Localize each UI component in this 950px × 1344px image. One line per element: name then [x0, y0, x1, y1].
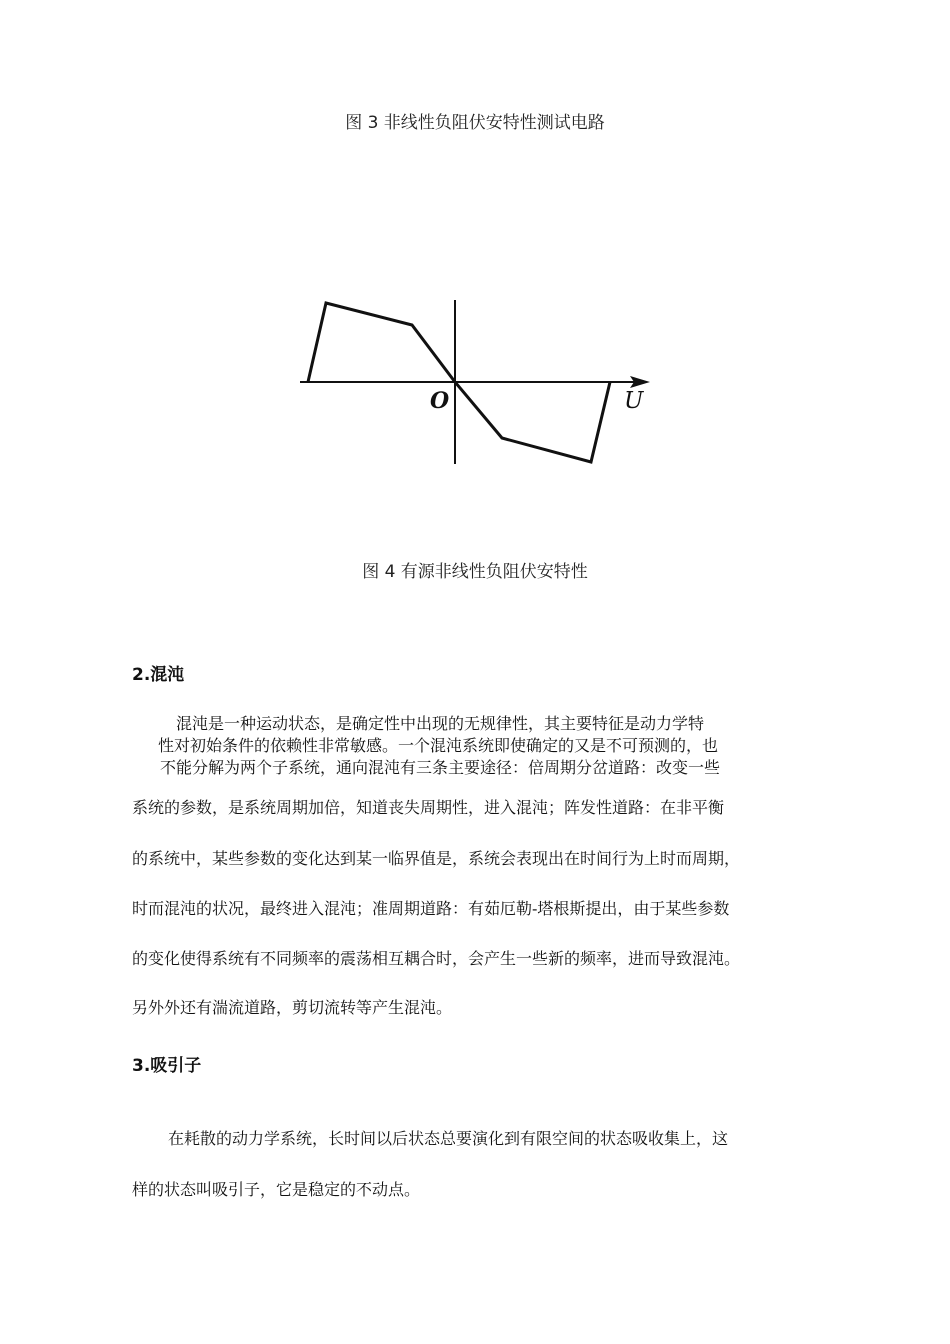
negative-resistance-iv-curve-figure	[290, 290, 660, 475]
section-heading-attractor: 3.吸引子	[132, 1056, 202, 1076]
paragraph-line: 的系统中，某些参数的变化达到某一临界值是，系统会表现出在时间行为上时而周期，	[132, 849, 741, 868]
paragraph-line: 的变化使得系统有不同频率的震荡相互耦合时，会产生一些新的频率，进而导致混沌。	[132, 949, 741, 968]
paragraph-line: 另外外还有湍流道路，剪切流转等产生混沌。	[132, 998, 453, 1017]
figure-3-caption: 图 3 非线性负阻伏安特性测试电路	[345, 113, 605, 133]
paragraph-line: 系统的参数，是系统周期加倍，知道丧失周期性，进入混沌；阵发性道路：在非平衡	[132, 798, 725, 817]
paragraph-line: 在耗散的动力学系统，长时间以后状态总要演化到有限空间的状态吸收集上，这	[168, 1129, 729, 1148]
paragraph-line: 时而混沌的状况，最终进入混沌；准周期道路：有茹厄勒-塔根斯提出，由于某些参数	[132, 899, 730, 918]
voltage-axis-label: U	[624, 388, 644, 414]
paragraph-line: 不能分解为两个子系统，通向混沌有三条主要途径：倍周期分岔道路：改变一些	[160, 758, 721, 777]
section-heading-chaos: 2.混沌	[132, 665, 185, 685]
paragraph-line: 混沌是一种运动状态，是确定性中出现的无规律性，其主要特征是动力学特	[176, 714, 705, 733]
paragraph-line: 性对初始条件的依赖性非常敏感。一个混沌系统即使确定的又是不可预测的，也	[158, 736, 719, 755]
paragraph-line: 样的状态叫吸引子，它是稳定的不动点。	[132, 1180, 421, 1199]
origin-label: O	[430, 388, 450, 414]
figure-4-caption: 图 4 有源非线性负阻伏安特性	[362, 562, 588, 582]
